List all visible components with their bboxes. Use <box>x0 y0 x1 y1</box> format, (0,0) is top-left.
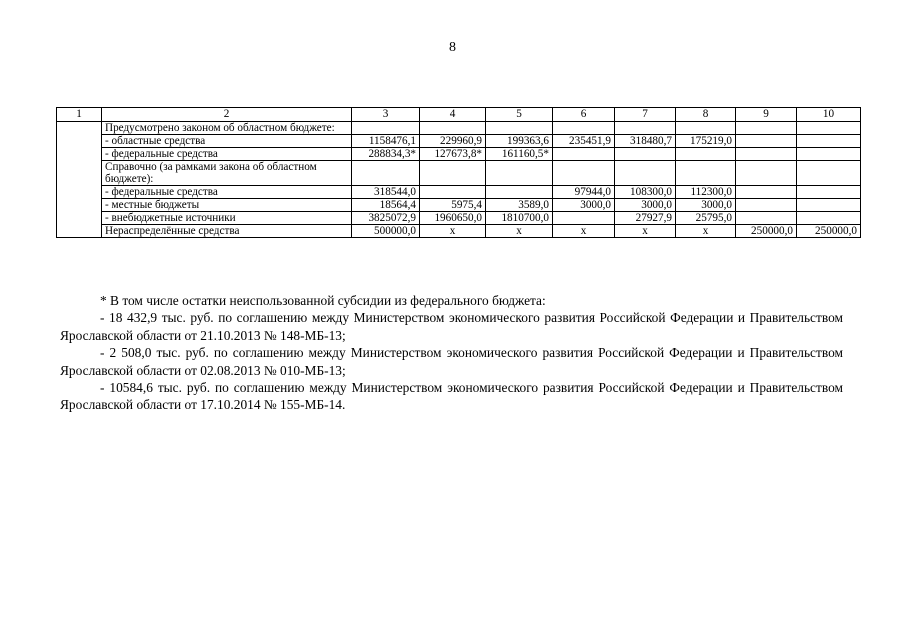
table-cell <box>486 186 553 199</box>
table-cell: х <box>420 225 486 238</box>
table-cell <box>352 161 420 186</box>
table-cell <box>676 148 736 161</box>
table-cell <box>736 148 797 161</box>
table-cell: 250000,0 <box>797 225 861 238</box>
table-cell <box>797 161 861 186</box>
table-cell <box>553 161 615 186</box>
table-row <box>57 199 861 212</box>
column-header: 8 <box>676 108 736 122</box>
table-row <box>57 122 861 135</box>
table-cell: 3000,0 <box>676 199 736 212</box>
table-cell: х <box>615 225 676 238</box>
table-header-row <box>57 108 861 122</box>
table-cell: 18564,4 <box>352 199 420 212</box>
table-cell <box>736 212 797 225</box>
table-cell: 3000,0 <box>553 199 615 212</box>
page-number: 8 <box>449 40 456 55</box>
footnotes <box>60 292 843 414</box>
table-cell <box>797 212 861 225</box>
table-cell <box>676 161 736 186</box>
table-cell <box>797 186 861 199</box>
table-cell: 500000,0 <box>352 225 420 238</box>
table-row <box>57 135 861 148</box>
footnote-intro: * В том числе остатки неиспользованной субсидии из федерального бюджета: <box>100 293 546 308</box>
table-cell: 27927,9 <box>615 212 676 225</box>
table-row <box>57 186 861 199</box>
table-cell: 5975,4 <box>420 199 486 212</box>
row-label: - областные средства <box>102 135 352 148</box>
table-cell <box>615 122 676 135</box>
row-label: - внебюджетные источники <box>102 212 352 225</box>
table-cell: х <box>486 225 553 238</box>
table-cell: 1158476,1 <box>352 135 420 148</box>
footnote-item: - 10584,6 тыс. руб. по соглашению между Министерством экономического развития Российской Федерации и Правительством Ярославской области от 17.10.2014 № 155-МБ-14. <box>60 380 843 413</box>
column-header: 6 <box>553 108 615 122</box>
table-cell: 127673,8* <box>420 148 486 161</box>
table-row <box>57 161 861 186</box>
column-header: 4 <box>420 108 486 122</box>
table-cell <box>420 161 486 186</box>
table-cell <box>352 122 420 135</box>
table-cell: х <box>676 225 736 238</box>
table-cell <box>736 161 797 186</box>
table-cell <box>615 148 676 161</box>
column-header: 3 <box>352 108 420 122</box>
table-cell: 1960650,0 <box>420 212 486 225</box>
table-cell: 199363,6 <box>486 135 553 148</box>
table-cell: 3000,0 <box>615 199 676 212</box>
table-row <box>57 148 861 161</box>
table-cell: 175219,0 <box>676 135 736 148</box>
row-label: - местные бюджеты <box>102 199 352 212</box>
table-cell <box>553 122 615 135</box>
row-label: Нераспределённые средства <box>102 225 352 238</box>
table-cell <box>797 122 861 135</box>
table-cell: 112300,0 <box>676 186 736 199</box>
table-row <box>57 212 861 225</box>
table-cell <box>797 199 861 212</box>
table-cell: 108300,0 <box>615 186 676 199</box>
column-header: 5 <box>486 108 553 122</box>
row-number-cell <box>57 122 102 238</box>
table-cell <box>615 161 676 186</box>
row-label: Предусмотрено законом об областном бюджете: <box>102 122 352 135</box>
table-cell: х <box>553 225 615 238</box>
table-cell <box>553 212 615 225</box>
table-cell <box>676 122 736 135</box>
table-cell: 97944,0 <box>553 186 615 199</box>
table-cell: 25795,0 <box>676 212 736 225</box>
table-cell: 3825072,9 <box>352 212 420 225</box>
table-body <box>57 108 861 238</box>
table-cell <box>736 186 797 199</box>
table-cell <box>420 186 486 199</box>
footnote-item: - 2 508,0 тыс. руб. по соглашению между Министерством экономического развития Российской Федерации и Правительством Ярославской области от 02.08.2013 № 010-МБ-13; <box>60 345 843 378</box>
table-row <box>57 225 861 238</box>
budget-table <box>56 107 861 238</box>
column-header: 1 <box>57 108 102 122</box>
column-header: 9 <box>736 108 797 122</box>
footnote-item: - 18 432,9 тыс. руб. по соглашению между Министерством экономического развития Российской Федерации и Правительством Ярославской области от 21.10.2013 № 148-МБ-13; <box>60 310 843 343</box>
row-label: Справочно (за рамками закона об областном бюджете): <box>102 161 352 186</box>
column-header: 10 <box>797 108 861 122</box>
table-cell: 161160,5* <box>486 148 553 161</box>
table-cell <box>736 199 797 212</box>
table-cell: 1810700,0 <box>486 212 553 225</box>
table-cell <box>797 148 861 161</box>
table-cell <box>486 122 553 135</box>
table-cell: 318544,0 <box>352 186 420 199</box>
table-cell: 3589,0 <box>486 199 553 212</box>
table-cell <box>797 135 861 148</box>
row-label: - федеральные средства <box>102 148 352 161</box>
row-label: - федеральные средства <box>102 186 352 199</box>
table-cell <box>486 161 553 186</box>
table-cell: 250000,0 <box>736 225 797 238</box>
table-cell <box>736 135 797 148</box>
table-cell: 235451,9 <box>553 135 615 148</box>
table-cell <box>553 148 615 161</box>
column-header: 2 <box>102 108 352 122</box>
table-cell: 229960,9 <box>420 135 486 148</box>
column-header: 7 <box>615 108 676 122</box>
table-cell: 318480,7 <box>615 135 676 148</box>
table-cell <box>420 122 486 135</box>
table-cell: 288834,3* <box>352 148 420 161</box>
table-cell <box>736 122 797 135</box>
